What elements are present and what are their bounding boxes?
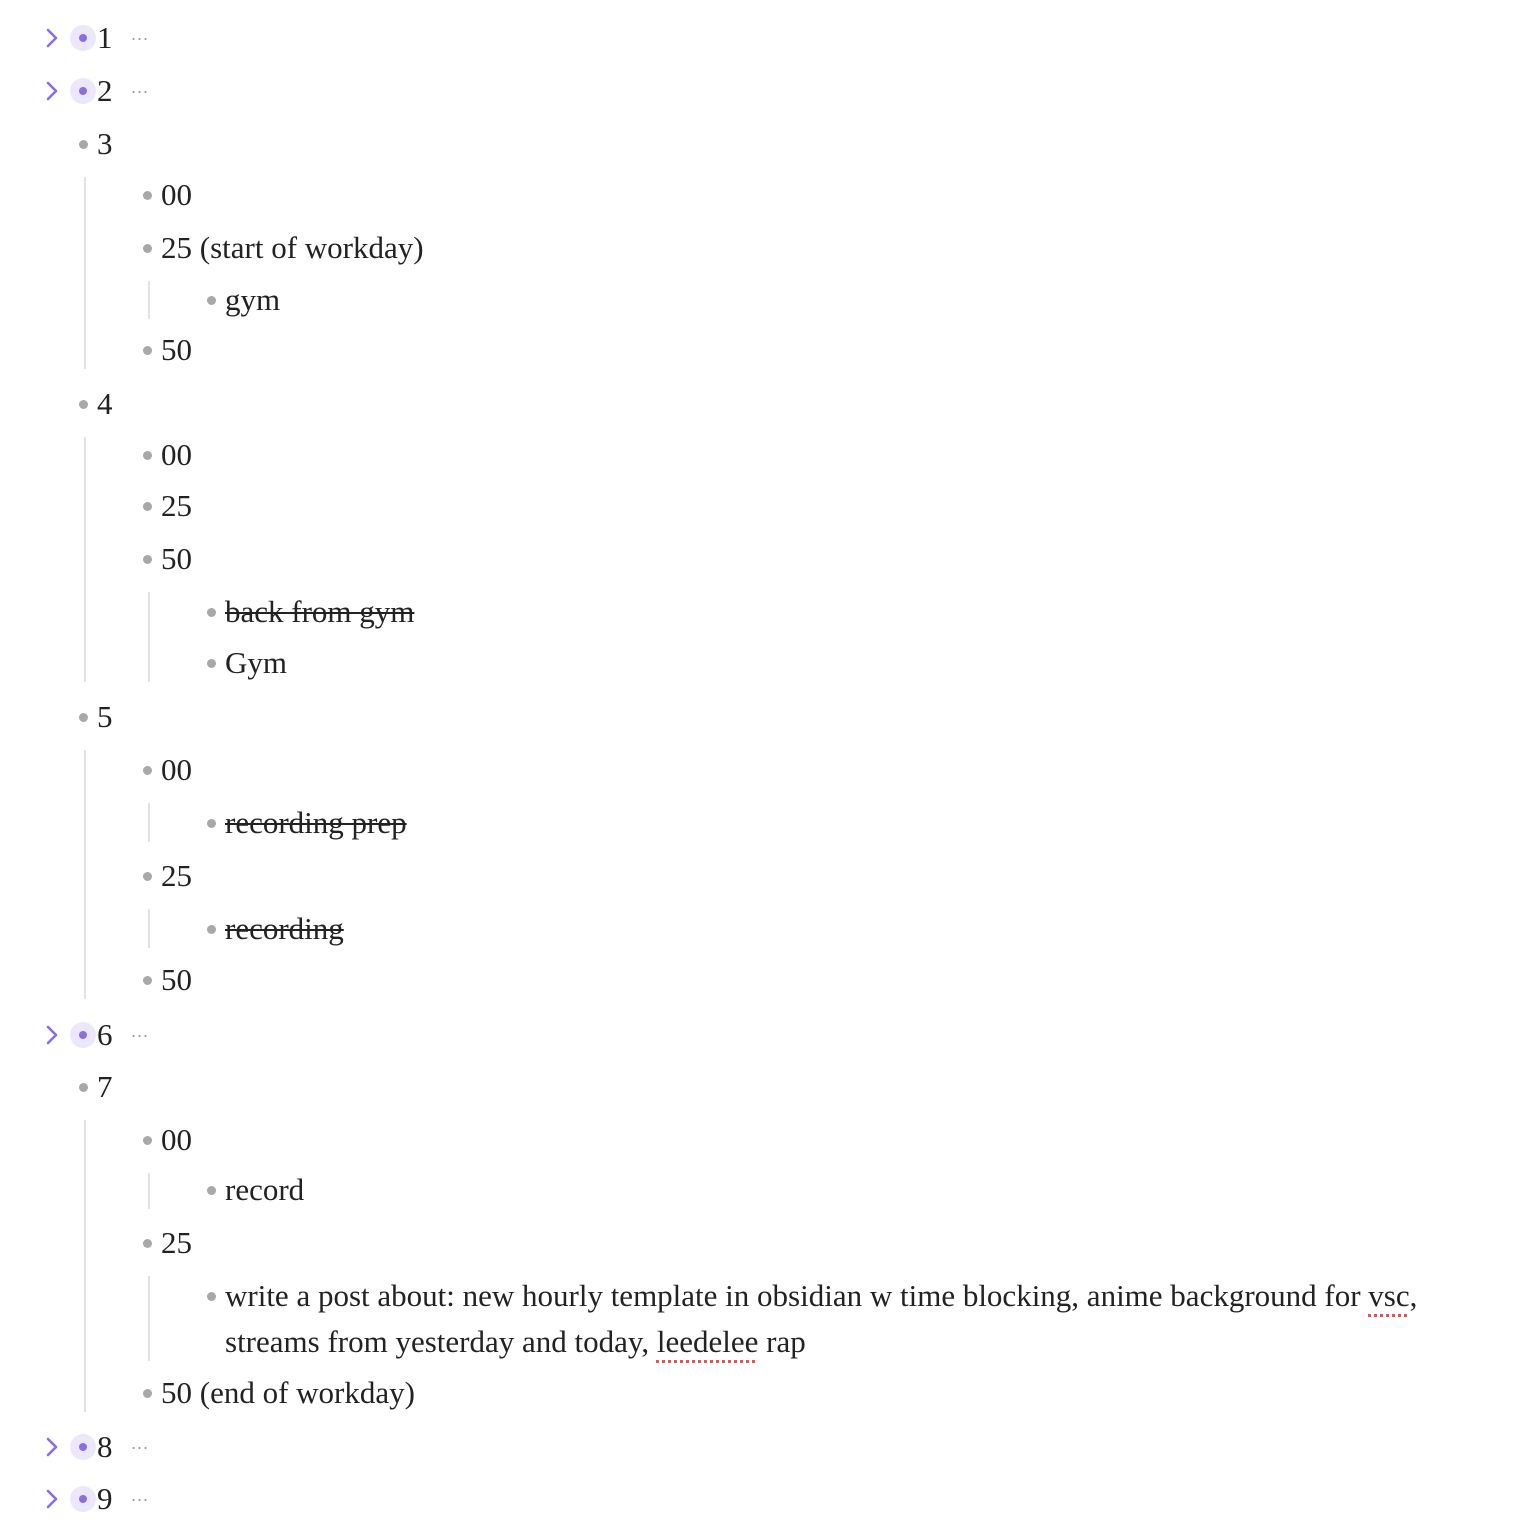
bullet-dot [207,925,216,934]
bullet-dot-icon[interactable] [70,25,96,51]
bullet-dot [79,140,88,149]
misspelled-word[interactable]: leedelee [656,1324,759,1359]
outline-item-text[interactable]: write a post about: new hourly template in obsidian w time blocking, anime background for vsc, streams from yesterday and today, leedelee rap [225,1278,1418,1359]
bullet-dot [79,87,87,95]
outline-item-text[interactable]: 5 [97,699,113,734]
chevron-right-icon[interactable] [40,1022,64,1048]
bullet-dot-icon[interactable] [134,1380,160,1406]
bullet-dot [143,1136,152,1145]
indent-guide [148,592,150,682]
bullet-dot [79,34,87,42]
bullet-dot [79,1443,87,1451]
bullet-dot-icon[interactable] [134,546,160,572]
chevron-right-icon[interactable] [40,1434,64,1460]
bullet-dot-icon[interactable] [134,757,160,783]
bullet-dot [207,1186,216,1195]
bullet-dot-icon[interactable] [70,1486,96,1512]
outline-item-text[interactable]: 4 [97,386,113,421]
bullet-dot-icon[interactable] [134,1127,160,1153]
bullet-dot-icon[interactable] [198,1177,224,1203]
bullet-dot [79,1495,87,1503]
outline-item-text[interactable]: 00 [161,1122,192,1157]
outline-item-text[interactable]: 25 [161,488,192,523]
outline-item-text[interactable]: 50 [161,962,192,997]
bullet-dot [207,1292,216,1301]
bullet-dot-icon[interactable] [198,599,224,625]
outline-item-text[interactable]: recording [225,911,344,946]
outline-item-text[interactable]: 25 [161,858,192,893]
indent-guide [148,803,150,842]
bullet-dot-icon[interactable] [198,916,224,942]
bullet-dot [207,819,216,828]
outline-item-text[interactable]: 00 [161,752,192,787]
outline-item-text[interactable]: 6 [97,1017,113,1052]
bullet-dot [143,555,152,564]
bullet-dot [79,1031,87,1039]
collapsed-ellipsis[interactable]: ... [131,77,150,97]
outline-item-text[interactable]: 7 [97,1069,113,1104]
bullet-dot [79,400,88,409]
bullet-dot [207,659,216,668]
outline-item-text[interactable]: 50 [161,332,192,367]
bullet-dot-icon[interactable] [70,131,96,157]
bullet-dot [143,1239,152,1248]
bullet-dot-icon[interactable] [198,1283,224,1309]
bullet-dot-icon[interactable] [70,1022,96,1048]
outline-item-text[interactable]: 25 (start of workday) [161,230,424,265]
indent-guide [148,1173,150,1209]
outline-item-text[interactable]: record [225,1172,305,1207]
bullet-dot-icon[interactable] [134,1230,160,1256]
indent-guide [148,1276,150,1361]
bullet-dot-icon[interactable] [134,863,160,889]
outline-item-text[interactable]: 3 [97,126,113,161]
bullet-dot [143,766,152,775]
bullet-dot [143,244,152,253]
misspelled-word[interactable]: vsc [1368,1278,1410,1313]
indent-guide [84,177,86,369]
bullet-dot [79,713,88,722]
indent-guide [84,1120,86,1412]
bullet-dot [143,346,152,355]
indent-guide [148,281,150,319]
bullet-dot-icon[interactable] [134,337,160,363]
outline-item-text[interactable]: back from gym [225,594,415,629]
bullet-dot-icon[interactable] [70,1434,96,1460]
bullet-dot-icon[interactable] [198,810,224,836]
bullet-dot-icon[interactable] [198,287,224,313]
collapsed-ellipsis[interactable]: ... [131,1021,150,1041]
outline-item-text[interactable]: gym [225,282,281,317]
outline-item-text[interactable]: Gym [225,645,287,680]
outline-item-text[interactable]: recording prep [225,805,407,840]
outline-item-text[interactable]: 1 [97,20,113,55]
outline-item-text[interactable]: 9 [97,1481,113,1516]
collapsed-ellipsis[interactable]: ... [131,24,150,44]
indent-guide [84,437,86,682]
outline-item-text[interactable]: 25 [161,1225,192,1260]
outline-item-text[interactable]: 2 [97,73,113,108]
outline-item-text[interactable]: 00 [161,177,192,212]
bullet-dot-icon[interactable] [134,967,160,993]
bullet-dot-icon[interactable] [134,182,160,208]
chevron-right-icon[interactable] [40,25,64,51]
collapsed-ellipsis[interactable]: ... [131,1433,150,1453]
bullet-dot [143,502,152,511]
bullet-dot [143,191,152,200]
indent-guide [84,750,86,999]
bullet-dot [143,872,152,881]
outline-item-text[interactable]: 50 (end of workday) [161,1375,415,1410]
bullet-dot-icon[interactable] [134,493,160,519]
collapsed-ellipsis[interactable]: ... [131,1485,150,1505]
bullet-dot-icon[interactable] [134,442,160,468]
bullet-dot [143,451,152,460]
bullet-dot-icon[interactable] [198,650,224,676]
outline-item-text[interactable]: 50 [161,541,192,576]
bullet-dot-icon[interactable] [70,704,96,730]
bullet-dot-icon[interactable] [70,1074,96,1100]
bullet-dot [207,296,216,305]
bullet-dot-icon[interactable] [70,391,96,417]
outline-item-text[interactable]: 00 [161,437,192,472]
bullet-dot [207,608,216,617]
bullet-dot-icon[interactable] [70,78,96,104]
indent-guide [148,909,150,948]
chevron-right-icon[interactable] [40,78,64,104]
bullet-dot-icon[interactable] [134,235,160,261]
bullet-dot [143,976,152,985]
bullet-dot [79,1083,88,1092]
outline-item-text[interactable]: 8 [97,1429,113,1464]
bullet-dot [143,1389,152,1398]
chevron-right-icon[interactable] [40,1486,64,1512]
